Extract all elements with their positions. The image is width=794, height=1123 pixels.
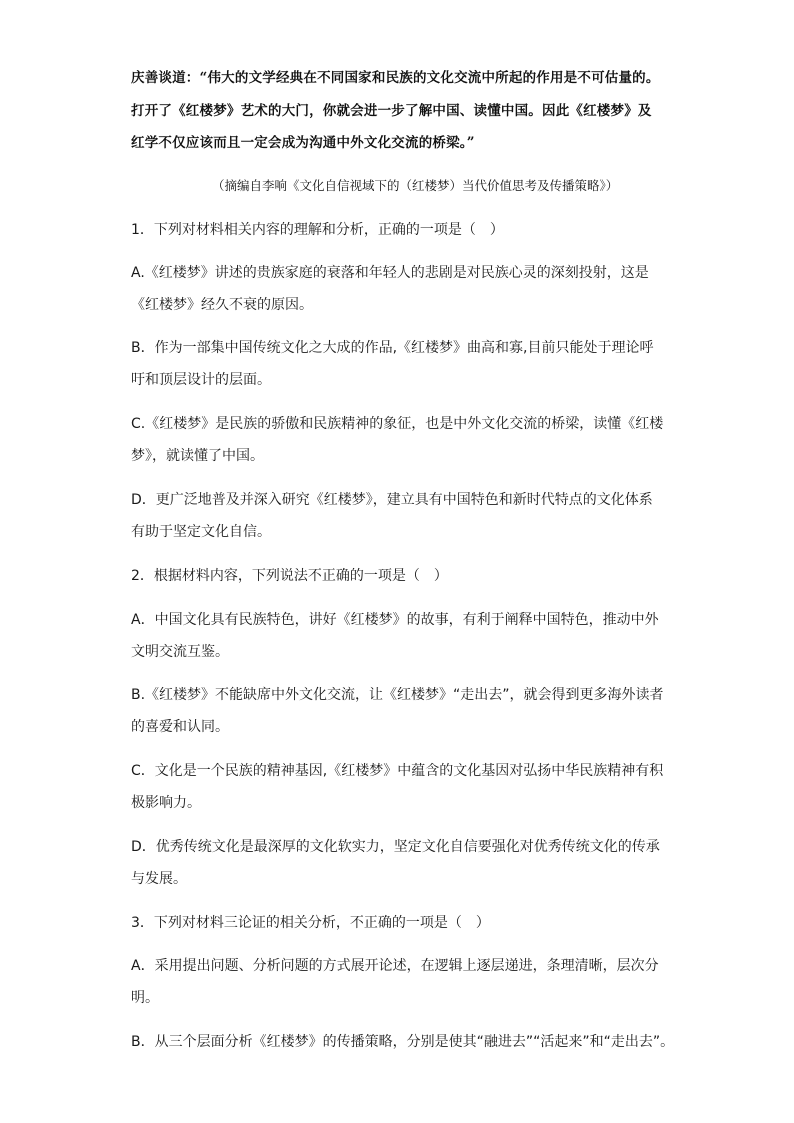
question-2-option-d: D．优秀传统文化是最深厚的文化软实力，坚定文化自信要强化对优秀传统文化的传承	[131, 839, 660, 855]
passage-quote-line: 打开了《红楼梦》艺术的大门，你就会进一步了解中国、读懂中国。因此《红楼梦》及	[131, 103, 652, 119]
question-2-option-c-cont: 极影响力。	[131, 795, 201, 811]
question-2-option-a-cont: 文明交流互鉴。	[131, 644, 229, 660]
question-1-stem: 1．下列对材料相关内容的理解和分析，正确的一项是（ ）	[131, 222, 504, 238]
question-1-option-d: D．更广泛地普及并深入研究《红楼梦》，建立具有中国特色和新时代特点的文化体系	[131, 492, 653, 508]
question-2-option-a: A．中国文化具有民族特色，讲好《红楼梦》的故事，有利于阐释中国特色，推动中外	[131, 612, 659, 628]
question-3-stem: 3．下列对材料三论证的相关分析，不正确的一项是（ ）	[131, 915, 490, 931]
question-2-stem: 2．根据材料内容，下列说法不正确的一项是（ ）	[131, 568, 448, 584]
question-1-option-c-cont: 梦》，就读懂了中国。	[131, 448, 264, 464]
question-3-option-b: B．从三个层面分析《红楼梦》的传播策略，分别是使其“融进去”“活起来”和“走出去”。	[131, 1034, 675, 1050]
question-2-option-d-cont: 与发展。	[131, 871, 187, 887]
question-2-option-c: C．文化是一个民族的精神基因,《红楼梦》中蕴含的文化基因对弘扬中华民族精神有积	[131, 763, 664, 779]
question-3-option-a-cont: 明。	[131, 990, 159, 1006]
question-1-option-d-cont: 有助于坚定文化自信。	[131, 524, 271, 540]
question-2-option-b: B.《红楼梦》不能缺席中外文化交流，让《红楼梦》“走出去”，就会得到更多海外读者	[131, 687, 664, 703]
passage-quote-line: 红学不仅应该而且一定会成为沟通中外文化交流的桥梁。”	[131, 135, 475, 151]
passage-citation: （摘编自李响《文化自信视域下的（红楼梦）当代价值思考及传播策略》）	[212, 178, 619, 193]
question-1-option-b-cont: 吁和顶层设计的层面。	[131, 372, 271, 388]
question-1-option-a-cont: 《红楼梦》经久不衰的原因。	[131, 297, 313, 313]
passage-quote-line: 庆善谈道：“伟大的文学经典在不同国家和民族的文化交流中所起的作用是不可估量的。	[131, 70, 660, 86]
question-1-option-a: A.《红楼梦》讲述的贵族家庭的衰落和年轻人的悲剧是对民族心灵的深刻投射，这是	[131, 265, 649, 281]
question-2-option-b-cont: 的喜爱和认同。	[131, 719, 229, 735]
question-3-option-a: A．采用提出问题、分析问题的方式展开论述，在逻辑上逐层递进，条理清晰，层次分	[131, 958, 659, 974]
question-1-option-c: C.《红楼梦》是民族的骄傲和民族精神的象征，也是中外文化交流的桥梁，读懂《红楼	[131, 416, 664, 432]
question-1-option-b: B．作为一部集中国传统文化之大成的作品,《红楼梦》曲高和寡,目前只能处于理论呼	[131, 340, 654, 356]
